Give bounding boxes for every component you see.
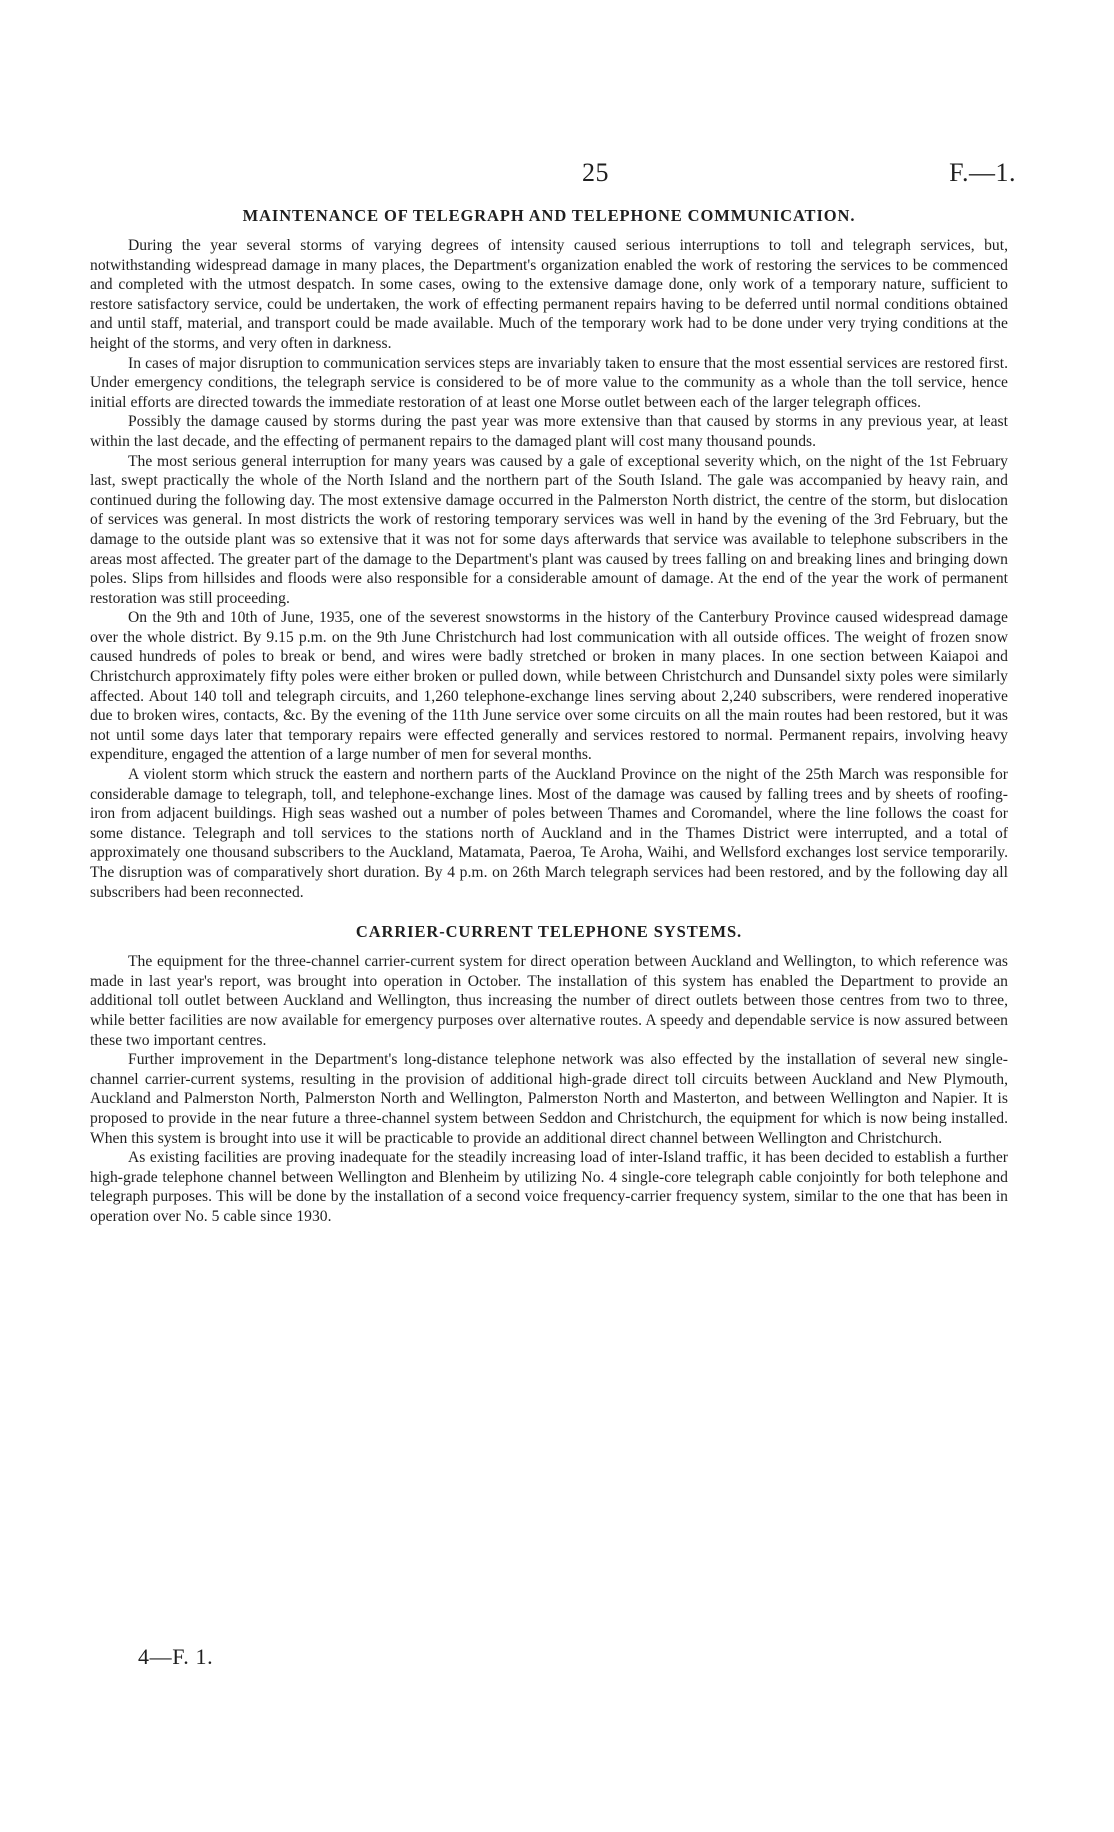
footer-code: 4—F. 1.	[138, 1644, 214, 1669]
carrier-current-paragraph-1: The equipment for the three-channel carrier-current system for direct operation between Auckland and Wellington, to which reference was made in last year's report, was brought into operation in October. The installation of this system has enabled the Department to provide an additional toll outlet between Auckland and Wellington, thus increasing the number of direct outlets between those centres from two to three, while better facilities are now available for emergency purposes over alternative routes. A speedy and dependable service is now assured between these two important centres.	[90, 953, 1008, 1049]
maintenance-section	[90, 206, 1008, 902]
document-code: F.—1.	[949, 158, 1016, 187]
carrier-current-paragraph-2: Further improvement in the Department's long-distance telephone network was also effected by the installation of several new single-channel carrier-current systems, resulting in the provision of additional high-grade direct toll circuits between Auckland and New Plymouth, Auckland and Palmerston North, Palmerston North and Wellington, Palmerston North and Masterton, and between Wellington and Napier. It is proposed to provide in the near future a three-channel system between Seddon and Christchurch, the equipment for which is now being installed. When this system is brought into use it will be practicable to provide an additional direct channel between Wellington and Christchurch.	[90, 1051, 1008, 1147]
page-number: 25	[582, 158, 609, 187]
page-header	[90, 158, 1024, 192]
maintenance-paragraph-6: A violent storm which struck the eastern and northern parts of the Auckland Province on the night of the 25th March was responsible for considerable damage to telegraph, toll, and telephone-exchange lines. Most of the damage was caused by falling trees and by sheets of roofing-iron from adjacent buildings. High seas washed out a number of poles between Thames and Coromandel, where the line follows the coast for some distance. Telegraph and toll services to the stations north of Auckland and in the Thames District were interrupted, and a total of approximately one thousand subscribers to the Auckland, Matamata, Paeroa, Te Aroha, Waihi, and Wellsford exchanges lost service temporarily. The disruption was of comparatively short duration. By 4 p.m. on 26th March telegraph services had been restored, and by the following day all subscribers had been reconnected.	[90, 766, 1008, 901]
maintenance-paragraph-2: In cases of major disruption to communication services steps are invariably taken to ensure that the most essential services are restored first. Under emergency conditions, the telegraph service is considered to be of more value to the community as a whole than the toll service, hence initial efforts are directed towards the immediate restoration of at least one Morse outlet between each of the larger telegraph offices.	[90, 354, 1008, 411]
carrier-current-section	[90, 922, 1008, 1226]
section-spacer	[90, 902, 1008, 922]
maintenance-paragraph-5: On the 9th and 10th of June, 1935, one of the severest snowstorms in the history of the Canterbury Province caused widespread damage over the whole district. By 9.15 p.m. on the 9th June Christchurch had lost communication with all outside offices. The weight of frozen snow caused hundreds of poles to break or bend, and wires were badly stretched or broken in many places. In one section between Kaiapoi and Christchurch approximately fifty poles were either broken or pulled down, while between Christchurch and Dunsandel sixty poles were similarly affected. About 140 toll and telegraph circuits, and 1,260 telephone-exchange lines serving about 2,240 subscribers, were rendered inoperative due to broken wires, contacts, &c. By the evening of the 11th June service over some circuits on all the main routes had been restored, but it was not until some days later that temporary repairs were effected generally and services restored to normal. Permanent repairs, involving heavy expenditure, engaged the attention of a large number of men for several months.	[90, 609, 1008, 764]
carrier-current-section-title: CARRIER-CURRENT TELEPHONE SYSTEMS.	[355, 922, 743, 942]
carrier-current-paragraph-3: As existing facilities are proving inadequate for the steadily increasing load of inter-Island traffic, it has been decided to establish a further high-grade telephone channel between Wellington and Blenheim by utilizing No. 4 single-core telegraph cable conjointly for both telephone and telegraph purposes. This will be done by the installation of a second voice frequency-carrier frequency system, similar to the one that has been in operation over No. 5 cable since 1930.	[90, 1149, 1008, 1225]
maintenance-paragraph-4: The most serious general interruption for many years was caused by a gale of exceptional severity which, on the night of the 1st February last, swept practically the whole of the North Island and the northern part of the South Island. The gale was accompanied by heavy rain, and continued during the following day. The most extensive damage occurred in the Palmerston North district, the centre of the storm, but dislocation of services was general. In most districts the work of restoring temporary services was well in hand by the evening of the 3rd February, but the damage to the outside plant was so extensive that it was not for some days afterwards that service was available to telephone subscribers in the areas most affected. The greater part of the damage to the Department's plant was caused by trees falling on and breaking lines and bringing down poles. Slips from hillsides and floods were also responsible for a considerable amount of damage. At the end of the year the work of permanent restoration was still proceeding.	[90, 452, 1008, 607]
maintenance-paragraph-3: Possibly the damage caused by storms during the past year was more extensive than that caused by storms in any previous year, at least within the last decade, and the effecting of permanent repairs to the damaged plant will cost many thousand pounds.	[90, 413, 1008, 450]
maintenance-paragraph-1: During the year several storms of varying degrees of intensity caused serious interruptions to toll and telegraph services, but, notwithstanding widespread damage in many places, the Department's organization enabled the work of restoring the services to be commenced and completed with the utmost despatch. In some cases, owing to the extensive damage done, only work of a temporary nature, sufficient to restore satisfactory service, could be undertaken, the work of effecting permanent repairs having to be deferred until normal conditions obtained and until staff, material, and transport could be made available. Much of the temporary work had to be done under very trying conditions at the height of the storms, and very often in darkness.	[90, 237, 1008, 352]
maintenance-section-title: MAINTENANCE OF TELEGRAPH AND TELEPHONE COMMUNICATION.	[242, 206, 856, 225]
page-body	[90, 206, 1008, 1227]
